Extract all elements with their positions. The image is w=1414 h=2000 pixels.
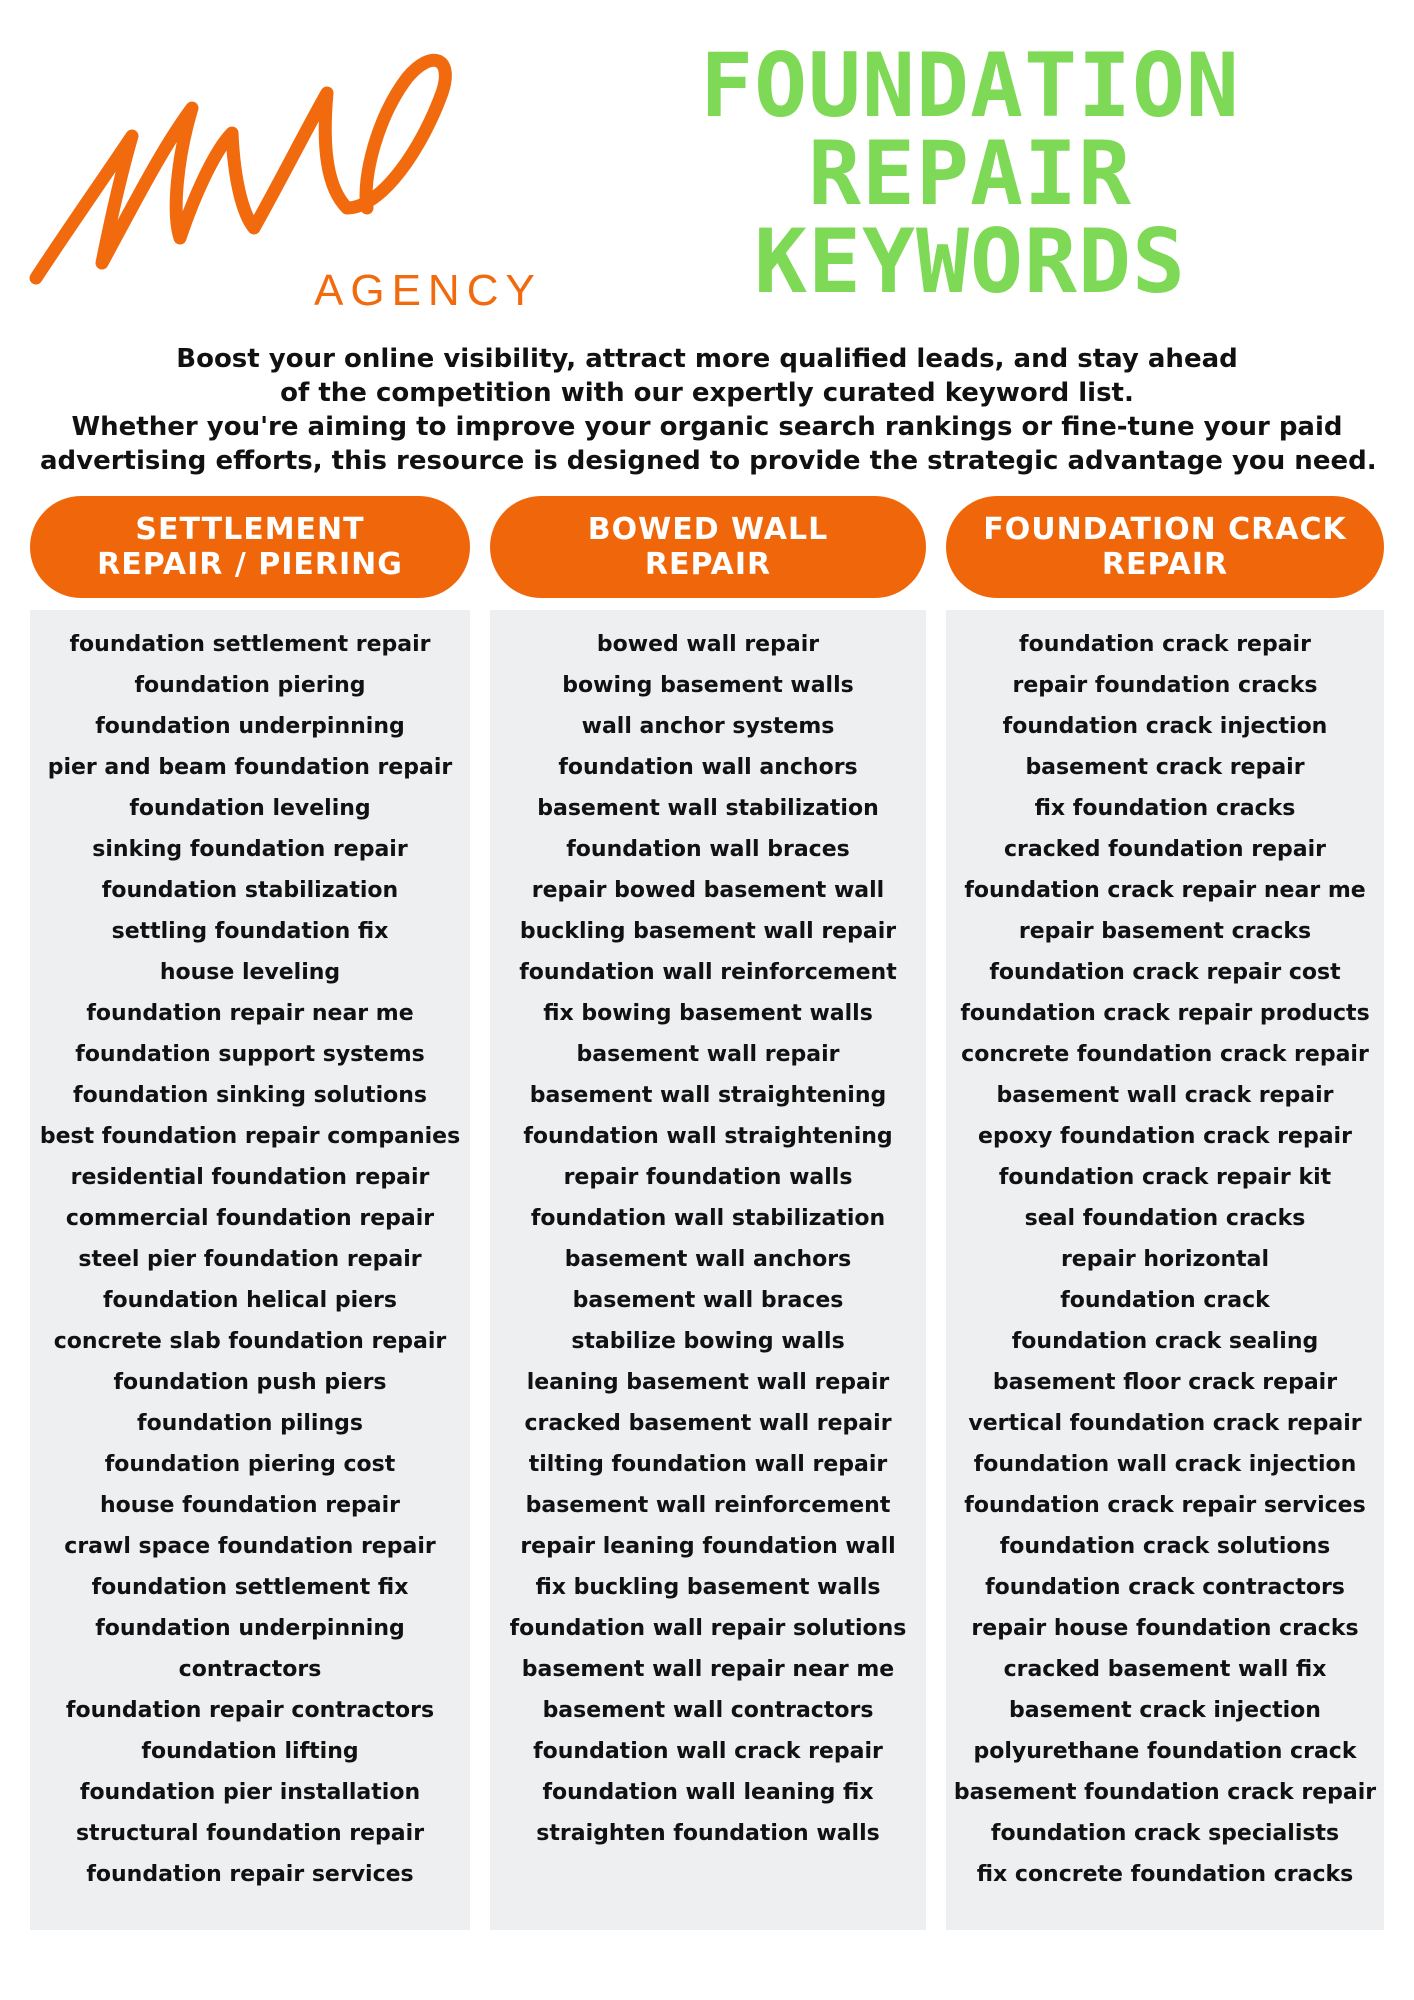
intro-line: advertising efforts, this resource is designed to provide the strategic advantage you need. (40, 446, 1377, 476)
keyword-item: basement wall repair (576, 1042, 840, 1067)
keyword-item: cracked basement wall repair (524, 1411, 892, 1436)
intro-line: Boost your online visibility, attract more qualified leads, and stay ahead (176, 344, 1238, 374)
keyword-item: best foundation repair companies (39, 1124, 461, 1149)
keyword-item: buckling basement wall repair (519, 919, 897, 944)
keyword-item: foundation wall braces (566, 837, 850, 862)
bowed-wall-keyword-list (490, 610, 926, 1930)
keyword-item: basement foundation crack repair (953, 1780, 1377, 1805)
heading-line: FOUNDATION CRACK (983, 512, 1347, 547)
keyword-item: repair horizontal (1060, 1247, 1270, 1272)
intro-line: of the competition with our expertly curated keyword list. (280, 378, 1134, 408)
keyword-item: basement wall contractors (542, 1698, 874, 1723)
keyword-item: basement wall anchors (564, 1247, 852, 1272)
keyword-item: foundation crack injection (1002, 714, 1328, 739)
keyword-item: foundation wall reinforcement (519, 960, 897, 985)
heading-line: REPAIR / PIERING (97, 547, 403, 582)
keyword-item: bowing basement walls (562, 673, 854, 698)
agency-label: AGENCY (314, 266, 542, 315)
keyword-item: foundation crack repair products (960, 1001, 1370, 1026)
keyword-item: house foundation repair (100, 1493, 400, 1518)
keyword-item: repair leaning foundation wall (520, 1534, 896, 1559)
keyword-item: basement floor crack repair (992, 1370, 1338, 1395)
keyword-item: epoxy foundation crack repair (978, 1124, 1352, 1149)
keyword-item: structural foundation repair (75, 1821, 425, 1846)
heading-line: REPAIR (1101, 547, 1229, 582)
title-line: FOUNDATION (700, 34, 1240, 137)
keyword-item: concrete slab foundation repair (53, 1329, 447, 1354)
keyword-item: foundation lifting (141, 1739, 359, 1764)
title-line: KEYWORDS (754, 210, 1186, 313)
keyword-item: settling foundation fix (111, 919, 389, 944)
crack-keyword-list (946, 610, 1384, 1930)
keyword-item: foundation piering cost (104, 1452, 396, 1477)
keyword-item: cracked foundation repair (1004, 837, 1326, 862)
settlement-keyword-list (30, 610, 470, 1930)
keyword-item: foundation crack sealing (1011, 1329, 1319, 1354)
keyword-item: straighten foundation walls (536, 1821, 880, 1846)
keyword-item: foundation push piers (113, 1370, 387, 1395)
keyword-item: basement wall braces (572, 1288, 844, 1313)
foundation-crack-repair-heading (946, 496, 1384, 598)
keyword-item: foundation repair contractors (65, 1698, 435, 1723)
keyword-item: crawl space foundation repair (64, 1534, 436, 1559)
keyword-item: foundation wall crack repair (533, 1739, 883, 1764)
intro-paragraph (40, 342, 1377, 478)
keyword-item: foundation underpinning (95, 714, 405, 739)
keyword-item: foundation crack specialists (990, 1821, 1340, 1846)
keyword-item: foundation settlement repair (69, 632, 431, 657)
heading-line: REPAIR (644, 547, 772, 582)
keyword-item: foundation crack repair kit (998, 1165, 1332, 1190)
keyword-item: stabilize bowing walls (571, 1329, 845, 1354)
keyword-item: contractors (178, 1657, 322, 1682)
keyword-item: basement wall reinforcement (525, 1493, 891, 1518)
keyword-item: foundation repair near me (86, 1001, 414, 1026)
keyword-item: repair foundation walls (563, 1165, 853, 1190)
keyword-item: repair basement cracks (1018, 919, 1312, 944)
keyword-item: basement wall crack repair (996, 1083, 1334, 1108)
keyword-item: concrete foundation crack repair (961, 1042, 1369, 1067)
keyword-item: steel pier foundation repair (78, 1247, 422, 1272)
keyword-item: foundation crack repair near me (964, 878, 1366, 903)
keyword-item: foundation wall leaning fix (542, 1780, 874, 1805)
keyword-item: fix bowing basement walls (543, 1001, 873, 1026)
heading-line: BOWED WALL (587, 512, 829, 547)
keyword-item: tilting foundation wall repair (528, 1452, 888, 1477)
nuvo-script-logo (22, 38, 492, 298)
keyword-item: foundation underpinning (95, 1616, 405, 1641)
keyword-item: foundation leveling (129, 796, 371, 821)
keyword-item: house leveling (159, 960, 341, 985)
intro-line: Whether you're aiming to improve your organic search rankings or fine-tune your paid (71, 412, 1343, 442)
keyword-item: commercial foundation repair (65, 1206, 435, 1231)
keyword-item: fix foundation cracks (1034, 796, 1296, 821)
keyword-item: repair foundation cracks (1012, 673, 1318, 698)
keyword-item: foundation crack repair services (964, 1493, 1366, 1518)
keyword-item: basement wall straightening (529, 1083, 887, 1108)
keyword-item: sinking foundation repair (92, 837, 408, 862)
keyword-item: pier and beam foundation repair (47, 755, 453, 780)
keyword-item: basement wall stabilization (537, 796, 879, 821)
keyword-item: repair bowed basement wall (531, 878, 885, 903)
keyword-item: leaning basement wall repair (526, 1370, 890, 1395)
keyword-item: foundation piering (134, 673, 366, 698)
keyword-item: foundation crack repair (1019, 632, 1311, 657)
keyword-item: foundation crack solutions (999, 1534, 1331, 1559)
keyword-item: foundation repair services (86, 1862, 414, 1887)
keyword-item: foundation helical piers (102, 1288, 397, 1313)
keyword-item: vertical foundation crack repair (968, 1411, 1362, 1436)
keyword-item: foundation crack contractors (985, 1575, 1345, 1600)
keyword-item: foundation support systems (75, 1042, 425, 1067)
keyword-item: seal foundation cracks (1024, 1206, 1306, 1231)
keyword-item: repair house foundation cracks (971, 1616, 1359, 1641)
keyword-item: foundation sinking solutions (73, 1083, 427, 1108)
keyword-item: foundation pier installation (79, 1780, 421, 1805)
keyword-item: foundation crack (1060, 1288, 1270, 1313)
keyword-item: polyurethane foundation crack (973, 1739, 1357, 1764)
keyword-item: foundation stabilization (101, 878, 399, 903)
title-line: REPAIR (808, 122, 1132, 225)
nuvo-agency-logo (22, 38, 562, 328)
page-title (620, 34, 1320, 313)
keyword-item: bowed wall repair (596, 632, 820, 657)
heading-line: SETTLEMENT (135, 512, 365, 547)
keyword-item: foundation pilings (137, 1411, 363, 1436)
keyword-item: foundation wall straightening (523, 1124, 893, 1149)
keyword-item: basement crack injection (1009, 1698, 1321, 1723)
keyword-item: foundation wall stabilization (530, 1206, 886, 1231)
keyword-item: foundation settlement fix (91, 1575, 409, 1600)
keyword-item: fix buckling basement walls (535, 1575, 881, 1600)
keyword-item: basement wall repair near me (521, 1657, 895, 1682)
keyword-item: foundation wall crack injection (973, 1452, 1357, 1477)
keyword-item: cracked basement wall fix (1003, 1657, 1327, 1682)
settlement-repair-heading (30, 496, 470, 598)
keyword-item: foundation crack repair cost (989, 960, 1341, 985)
keyword-item: foundation wall anchors (558, 755, 858, 780)
bowed-wall-repair-heading (490, 496, 926, 598)
keyword-item: residential foundation repair (70, 1165, 430, 1190)
keyword-item: foundation wall repair solutions (509, 1616, 907, 1641)
keyword-item: basement crack repair (1025, 755, 1305, 780)
keyword-item: wall anchor systems (581, 714, 835, 739)
keyword-item: fix concrete foundation cracks (976, 1862, 1354, 1887)
